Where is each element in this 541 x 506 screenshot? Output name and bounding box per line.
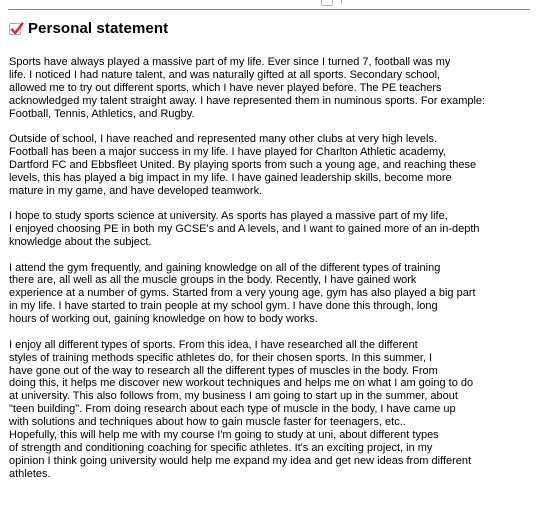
text-line: of strength and conditioning coaching for specific athletes. It's an exciting project, in my [9, 441, 433, 454]
text-line: in my life. I have started to train people at my school gym. I have done this through, long [9, 300, 438, 313]
text-line: athletes. [9, 467, 51, 480]
top-control-marker [341, 0, 342, 3]
text-line: "teen building". From doing research about each type of muscle in the body, I have came up [9, 403, 456, 416]
text-line: at university. This also follows from, my business I am going to start up in the summer, about [9, 390, 458, 403]
text-line: mature in my game, and have developed teamwork. [9, 184, 263, 197]
text-line: Football has been a major success in my life. I have played for Charlton Athletic academy, [9, 146, 446, 159]
section-checkbox[interactable] [9, 23, 21, 35]
paragraph-1 [9, 56, 537, 121]
text-line: I attend the gym frequently, and gaining knowledge on all of the different types of training [9, 261, 441, 274]
text-line: Football, Tennis, Athletics, and Rugby. [9, 107, 195, 120]
paragraph-4 [9, 262, 537, 327]
text-line: I hope to study sports science at university. As sports has played a massive part of my life, [9, 210, 448, 223]
text-line: levels, this has played a big impact in my life. I have gained leadership skills, become more [9, 171, 452, 184]
text-line: styles of training methods specific athletes do, for their chosen sports. In this summer, I [9, 351, 433, 364]
paragraph-2 [9, 133, 537, 198]
text-line: there are, all well as all the muscle groups in the body. Recently, I have gained work [9, 274, 417, 287]
text-line: Sports have always played a massive part of my life. Ever since I turned 7, football was my [9, 56, 451, 68]
text-line: knowledge about the subject. [9, 236, 152, 249]
text-line: I enjoy all different types of sports. From this idea, I have researched all the different [9, 338, 418, 351]
section-header [9, 20, 168, 38]
section-title: Personal statement [28, 20, 169, 37]
text-line: hours of working out, gaining knowledge on how to body works. [9, 313, 318, 326]
paragraph-5 [9, 339, 537, 481]
text-line: Outside of school, I have reached and represented many other clubs at very high levels. [9, 133, 438, 146]
text-line: I enjoyed choosing PE in both my GCSE's and A levels, and I want to gained more of an in-depth [9, 223, 480, 236]
text-line: have gone out of the way to research all the different types of muscles in the body. From [9, 364, 438, 377]
checkmark-icon [9, 21, 25, 37]
text-line: life. I noticed I had nature talent, and was naturally gifted at all sports. Secondary school, [9, 68, 441, 81]
section-divider [8, 9, 530, 10]
text-line: Dartford FC and Ebbsfleet United. By playing sports from such a young age, and reaching these [9, 158, 477, 171]
text-line: acknowledged my talent straight away. I have represented them in numinous sports. For example: [9, 94, 486, 107]
text-line: Hopefully, this will help me with my course I'm going to study at uni, about different types [9, 429, 439, 442]
statement-text [9, 56, 537, 493]
text-line: doing this, it helps me discover new workout techniques and helps me on what I am going to do [9, 377, 474, 390]
text-line: with solutions and techniques about how to gain muscle faster for teenagers, etc.. [9, 416, 406, 429]
text-line: allowed me to try out different sports, which I have never played before. The PE teachers [9, 81, 442, 94]
paragraph-3 [9, 210, 537, 249]
text-line: opinion I think going university would help me expand my idea and get new ideas from different [9, 454, 472, 467]
top-control-fragment [321, 0, 333, 6]
text-line: experience at a number of gyms. Started from a very young age, gym has also played a big part [9, 287, 476, 300]
